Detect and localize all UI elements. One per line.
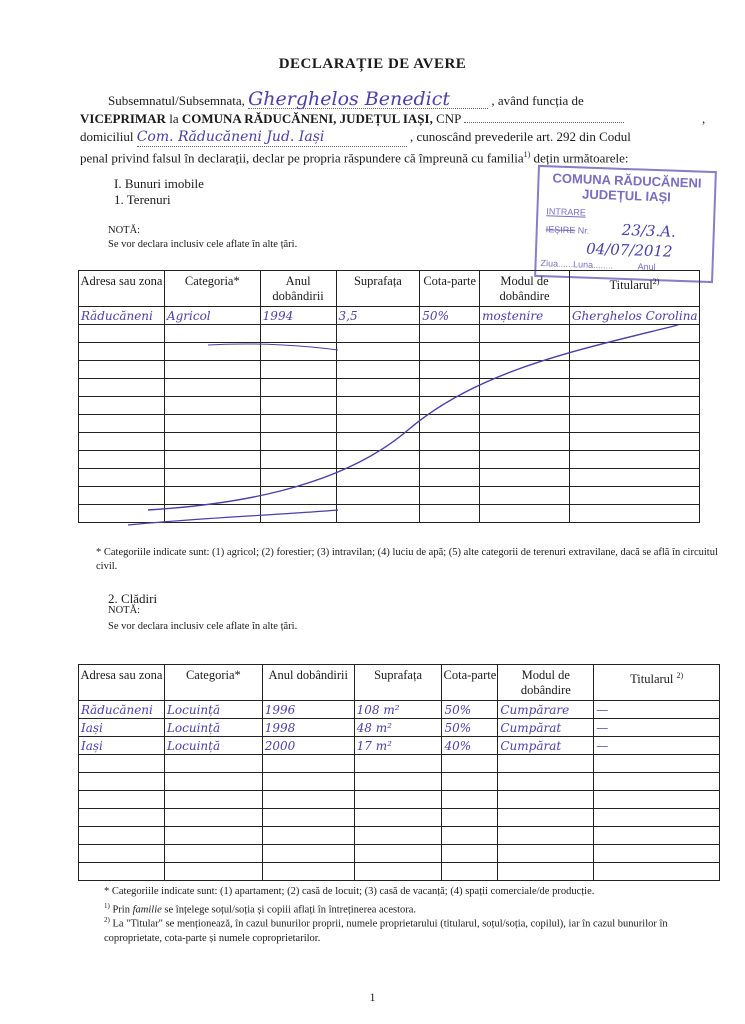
table-cell: 1996 bbox=[262, 701, 354, 719]
table-cell: — bbox=[594, 719, 720, 737]
fn3-text: La "Titular" se menționează, în cazul bunurilor proprii, numele proprietarului (titularul, soțul/soția, copilul), iar în cazul bunurilor în coproprietate, cota-parte și numele coproprietarilor. bbox=[104, 918, 668, 944]
table-cell-empty bbox=[442, 809, 498, 827]
col-cota: Cota-parte bbox=[442, 665, 498, 701]
table-cell: Gherghelos Corolina bbox=[569, 307, 699, 325]
table-cell-empty bbox=[164, 845, 262, 863]
stamp-anul: Anul bbox=[637, 261, 656, 273]
table-cell-empty bbox=[354, 863, 442, 881]
document-title: DECLARAȚIE DE AVERE bbox=[278, 56, 467, 72]
section-1-heading: I. Bunuri imobile bbox=[114, 176, 204, 191]
table-cell-empty bbox=[442, 773, 498, 791]
land-table-header bbox=[79, 271, 700, 307]
table-cell-empty bbox=[498, 845, 594, 863]
table-cell: 48 m² bbox=[354, 719, 442, 737]
fn2-a: Prin bbox=[112, 904, 130, 916]
fn2-b: familie bbox=[132, 904, 162, 916]
table-cell-empty bbox=[164, 809, 262, 827]
table-cell-empty bbox=[164, 755, 262, 773]
section-1-nota: NOTĂ: bbox=[108, 225, 141, 236]
table-cell: 50% bbox=[420, 307, 480, 325]
la-word: la bbox=[169, 111, 179, 126]
table-cell: moștenire bbox=[480, 307, 570, 325]
table-cell: 108 m² bbox=[354, 701, 442, 719]
table-cell-empty bbox=[498, 791, 594, 809]
intro-line-4 bbox=[80, 146, 628, 166]
table-cell-empty bbox=[354, 845, 442, 863]
table-cell: 3,5 bbox=[336, 307, 420, 325]
institution-value: COMUNA RĂDUCĂNENI, JUDEȚUL IAȘI, bbox=[181, 111, 433, 126]
table-cell: Locuință bbox=[164, 701, 262, 719]
table-row bbox=[79, 719, 720, 737]
registration-stamp bbox=[534, 165, 717, 283]
table-cell-empty bbox=[354, 755, 442, 773]
table-cell-empty bbox=[594, 863, 720, 881]
col-modul: Modul de dobândire bbox=[480, 271, 570, 307]
table-cell-empty bbox=[164, 827, 262, 845]
footnote-ref-1: 1) bbox=[523, 150, 531, 159]
col-suprafata: Suprafața bbox=[336, 271, 420, 307]
col-titular bbox=[594, 665, 720, 701]
fn2-sup: 1) bbox=[104, 902, 110, 910]
intro-line-4-end: dețin următoarele: bbox=[533, 150, 629, 166]
section-1-footnote: * Categoriile indicate sunt: (1) agricol; (2) forestier; (3) intravilan; (4) luciu de apă; (5) alte categorii de terenuri extravilane, dacă se află în circuitul civil. bbox=[96, 547, 718, 572]
col-categoria: Categoria* bbox=[164, 271, 260, 307]
table-cell: Iași bbox=[79, 737, 165, 755]
table-cell: Locuință bbox=[164, 719, 262, 737]
section-2-subheading: 2. Clădiri bbox=[108, 591, 158, 606]
section-2-footnote-3 bbox=[104, 913, 724, 946]
intro-line-1 bbox=[108, 88, 584, 110]
titular-sup: 2) bbox=[652, 277, 660, 286]
table-cell: 2000 bbox=[262, 737, 354, 755]
table-cell-empty bbox=[262, 791, 354, 809]
table-cell-empty bbox=[262, 809, 354, 827]
section-2-footnote-1: * Categoriile indicate sunt: (1) apartament; (2) casă de locuit; (3) casă de vacanță; (4) spații comerciale/de producție. bbox=[104, 886, 595, 897]
intro-line-2 bbox=[80, 110, 706, 127]
table-cell-empty bbox=[79, 809, 165, 827]
intro-function-label: , având funcția de bbox=[491, 93, 584, 108]
col-titular-label: Titularul bbox=[630, 672, 674, 687]
table-cell-empty bbox=[594, 755, 720, 773]
col-titular-label: Titularul bbox=[609, 278, 653, 293]
strike-through-line bbox=[78, 320, 700, 530]
table-cell: Cumpărat bbox=[498, 737, 594, 755]
domicile-label: domiciliul bbox=[80, 129, 134, 144]
col-anul: Anul dobândirii bbox=[260, 271, 336, 307]
col-cota: Cota-parte bbox=[420, 271, 480, 307]
table-cell-empty bbox=[594, 791, 720, 809]
fn2-c: se înțelege soțul/soția și copiii aflați în întreținerea acestora. bbox=[164, 904, 417, 916]
line2-end: , bbox=[702, 111, 706, 126]
stamp-line-2: JUDEȚUL IAȘI bbox=[581, 186, 672, 205]
buildings-table-header bbox=[79, 665, 720, 701]
table-row-empty bbox=[79, 773, 720, 791]
table-row-empty bbox=[79, 809, 720, 827]
table-cell: Cumpărare bbox=[498, 701, 594, 719]
table-cell-empty bbox=[164, 863, 262, 881]
table-cell-empty bbox=[498, 755, 594, 773]
table-cell: Răducăneni bbox=[79, 307, 165, 325]
table-cell-empty bbox=[442, 827, 498, 845]
table-cell-empty bbox=[79, 845, 165, 863]
table-cell-empty bbox=[594, 845, 720, 863]
table-cell-empty bbox=[442, 863, 498, 881]
intro-line-3 bbox=[80, 128, 631, 147]
table-cell-empty bbox=[354, 809, 442, 827]
table-row-empty bbox=[79, 755, 720, 773]
table-row-empty bbox=[79, 845, 720, 863]
stamp-intrare: INTRARE bbox=[546, 206, 587, 218]
table-cell-empty bbox=[498, 863, 594, 881]
table-cell-empty bbox=[498, 773, 594, 791]
table-row bbox=[79, 737, 720, 755]
table-cell-empty bbox=[79, 773, 165, 791]
table-cell-empty bbox=[79, 827, 165, 845]
table-row-empty bbox=[79, 827, 720, 845]
col-anul: Anul dobândirii bbox=[262, 665, 354, 701]
table-cell-empty bbox=[498, 809, 594, 827]
stamp-nr-label: Nr. bbox=[577, 225, 590, 236]
domicile-value: Com. Răducăneni Jud. Iași bbox=[137, 129, 407, 147]
table-cell: Răducăneni bbox=[79, 701, 165, 719]
table-cell-empty bbox=[442, 755, 498, 773]
table-cell-empty bbox=[442, 791, 498, 809]
buildings-table bbox=[78, 664, 720, 881]
section-1-nota-text: Se vor declara inclusiv cele aflate în alte țări. bbox=[108, 239, 298, 250]
table-cell-empty bbox=[354, 773, 442, 791]
table-cell: — bbox=[594, 737, 720, 755]
table-cell: Iași bbox=[79, 719, 165, 737]
intro-line-3-suffix: , cunoscând prevederile art. 292 din Codul bbox=[409, 129, 631, 144]
stamp-line-1: COMUNA RĂDUCĂNENI bbox=[552, 170, 702, 191]
table-cell: 40% bbox=[442, 737, 498, 755]
table-row-empty bbox=[79, 863, 720, 881]
table-cell-empty bbox=[442, 845, 498, 863]
table-cell: — bbox=[594, 701, 720, 719]
section-2-nota-text: Se vor declara inclusiv cele aflate în alte țări. bbox=[108, 621, 298, 632]
section-1-subheading: 1. Terenuri bbox=[114, 192, 171, 207]
titular-sup: 2) bbox=[676, 671, 684, 680]
table-cell-empty bbox=[79, 755, 165, 773]
table-cell: 1998 bbox=[262, 719, 354, 737]
table-cell-empty bbox=[164, 773, 262, 791]
table-cell-empty bbox=[354, 827, 442, 845]
col-suprafata: Suprafața bbox=[354, 665, 442, 701]
table-cell: 1994 bbox=[260, 307, 336, 325]
table-cell: Agricol bbox=[164, 307, 260, 325]
col-adresa: Adresa sau zona bbox=[79, 665, 165, 701]
col-adresa: Adresa sau zona bbox=[79, 271, 165, 307]
fn3-sup: 2) bbox=[104, 916, 110, 924]
table-cell-empty bbox=[262, 755, 354, 773]
table-cell-empty bbox=[262, 773, 354, 791]
cnp-redacted bbox=[464, 110, 624, 123]
table-cell-empty bbox=[262, 863, 354, 881]
page-number: 1 bbox=[369, 990, 376, 1004]
table-cell-empty bbox=[594, 773, 720, 791]
function-value: VICEPRIMAR bbox=[80, 111, 166, 126]
table-row bbox=[79, 701, 720, 719]
table-cell-empty bbox=[498, 827, 594, 845]
stamp-date: 04/07/2012 bbox=[585, 239, 673, 261]
cnp-label: CNP bbox=[436, 111, 461, 126]
stamp-iesire: IEȘIRE bbox=[545, 224, 576, 236]
table-cell: Locuință bbox=[164, 737, 262, 755]
table-cell-empty bbox=[354, 791, 442, 809]
table-cell-empty bbox=[79, 791, 165, 809]
table-row-empty bbox=[79, 791, 720, 809]
stamp-ziua: Ziua......Luna........ bbox=[540, 258, 614, 271]
table-cell: Cumpărat bbox=[498, 719, 594, 737]
table-cell-empty bbox=[594, 809, 720, 827]
table-cell: 50% bbox=[442, 719, 498, 737]
table-cell: 17 m² bbox=[354, 737, 442, 755]
table-cell-empty bbox=[164, 791, 262, 809]
declarant-name: Gherghelos Benedict bbox=[248, 91, 488, 109]
section-2-nota: NOTĂ: bbox=[108, 605, 141, 616]
col-categoria: Categoria* bbox=[164, 665, 262, 701]
intro-prefix: Subsemnatul/Subsemnata, bbox=[108, 93, 245, 108]
table-cell-empty bbox=[79, 863, 165, 881]
table-cell: 50% bbox=[442, 701, 498, 719]
stamp-nr-value: 23/3.A. bbox=[621, 220, 677, 241]
table-cell-empty bbox=[262, 845, 354, 863]
col-modul: Modul de dobândire bbox=[498, 665, 594, 701]
table-cell-empty bbox=[262, 827, 354, 845]
col-titular bbox=[569, 271, 699, 307]
table-cell-empty bbox=[594, 827, 720, 845]
intro-line-4-text: penal privind falsul în declarații, declar pe propria răspundere că împreună cu familia bbox=[80, 150, 524, 166]
